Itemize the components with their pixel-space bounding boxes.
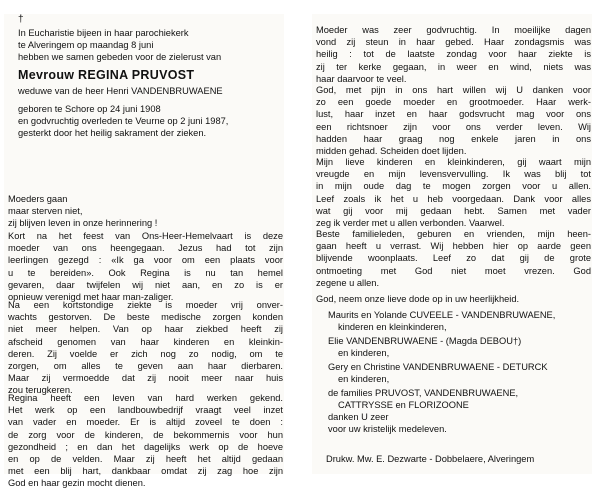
printer-credit: Drukw. Mw. E. Dezwarte - Dobbelaere, Alveringem <box>326 454 535 464</box>
birth-line: geboren te Schore op 24 juni 1908 <box>18 104 161 114</box>
poem-line: maar sterven niet, <box>8 206 83 216</box>
closing-prayer: God, neem onze lieve dode op in uw heerlijkheid. <box>316 294 520 304</box>
family-line: en kinderen, <box>338 348 390 358</box>
family-line: de families PRUVOST, VANDENBRUWAENE, <box>328 388 519 398</box>
intro-line: hebben we samen gebeden voor de zielerust van <box>18 52 222 62</box>
paragraph-work: Regina heeft een leven van hard werken gekend. Het werk op een landbouwbedrijf vraagt veel inzet van vader en moeder. Er is altijd zoveel te doen : de zorg voor de kinderen, de bekommernis voor hun gezondheid ; en dan het dagelijks werk op de hoeve en op de velden. Maar zij heeft het altijd gedaan met een blij hart, dankbaar omdat zij zag hoe zijn God en haar gezin mocht dienen. <box>8 393 283 489</box>
paragraph-children: Mijn lieve kinderen en kleinkinderen, gij waart mijn vreugde en mijn levensvervulling. Ik was blij tot in mijn oude dag te mogen zorgen voor u allen. Leef zoals ik het u heb voorgedaan. Dank voor alles wat gij voor mij gedaan hebt. Samen met vader zeg ik verder met u allen verbonden. Vaarwel. <box>316 157 591 229</box>
paragraph-illness: Na een kortstondige ziekte is moeder vrij onver- wachts gestorven. De beste medische zorgen konden niet meer helpen. Van op haar ziekbed heeft zij afscheid genomen van haar kinderen en kleinkin- deren. Zij voelde er zich nog zo nodig, om te zorgen, om alles te geven aan haar dierbaren. Maar zij vermoedde dat zij nooit meer naar huis zou terugkeren. <box>8 300 283 396</box>
family-line: Gery en Christine VANDENBRUWAENE - DETURCK <box>328 362 548 372</box>
family-line: kinderen en kleinkinderen, <box>338 322 447 332</box>
paragraph-family: Beste familieleden, geburen en vrienden, mijn heen- gaan heeft u verrast. Wij hebben hier op aarde geen blijvende woonplaats. Leef zo dat gij de grote ontmoeting met God niet moet vrezen. God zegene u allen. <box>316 229 591 288</box>
family-line: voor uw kristelijk medeleven. <box>328 424 447 434</box>
cross-icon: † <box>18 14 24 25</box>
right-card <box>312 14 592 474</box>
poem-line: Moeders gaan <box>8 194 68 204</box>
family-line: Maurits en Yolande CUVEELE - VANDENBRUWAENE, <box>328 310 556 320</box>
paragraph-faith: Moeder was zeer godvruchtig. In moeilijke dagen vond zij steun in haar gebed. Haar zondagsmis was heilig : tot de laatste zondag voor haar ziekte is zij ter kerke gegaan, in weer en wind, niets was haar daarvoor te veel. <box>316 25 591 84</box>
death-line: en godvruchtig overleden te Veurne op 2 juni 1987, <box>18 116 229 126</box>
poem-line: zij blijven leven in onze herinnering ! <box>8 218 158 228</box>
family-line: Elie VANDENBRUWAENE - (Magda DEBOU†) <box>328 336 522 346</box>
family-line: CATTRYSSE en FLORIZOONE <box>338 400 469 410</box>
death-line: gesterkt door het heilig sakrament der zieken. <box>18 128 207 138</box>
widow-line: weduwe van de heer Henri VANDENBRUWAENE <box>18 86 223 96</box>
left-card <box>4 14 284 489</box>
deceased-name: Mevrouw REGINA PRUVOST <box>18 68 195 82</box>
family-line: danken U zeer <box>328 412 389 422</box>
paragraph-thanks: God, met pijn in ons hart willen wij U danken voor zo een goede moeder en grootmoeder. Haar werk- lust, haar inzet en haar godsvrucht mag voor ons een richtsnoer zijn voor ons verder leven. Wij hadden haar graag nog enkele jaren in ons midden gehad. Scheiden doet lijden. <box>316 85 591 157</box>
intro-line: In Eucharistie bijeen in haar parochiekerk <box>18 28 189 38</box>
paragraph-ascension: Kort na het feest van Ons-Heer-Hemelvaart is deze moeder van ons heengegaan. Jezus had tot zijn leerlingen gezegd : «Ik ga voor om een plaats voor u te bereiden». Ook Regina is nu tan hemel gevaren, daar twijfelen wij niet aan, en zo is er opnieuw verenigd met haar man-zaliger. <box>8 231 283 303</box>
intro-line: te Alveringem op maandag 8 juni <box>18 40 154 50</box>
family-line: en kinderen, <box>338 374 390 384</box>
